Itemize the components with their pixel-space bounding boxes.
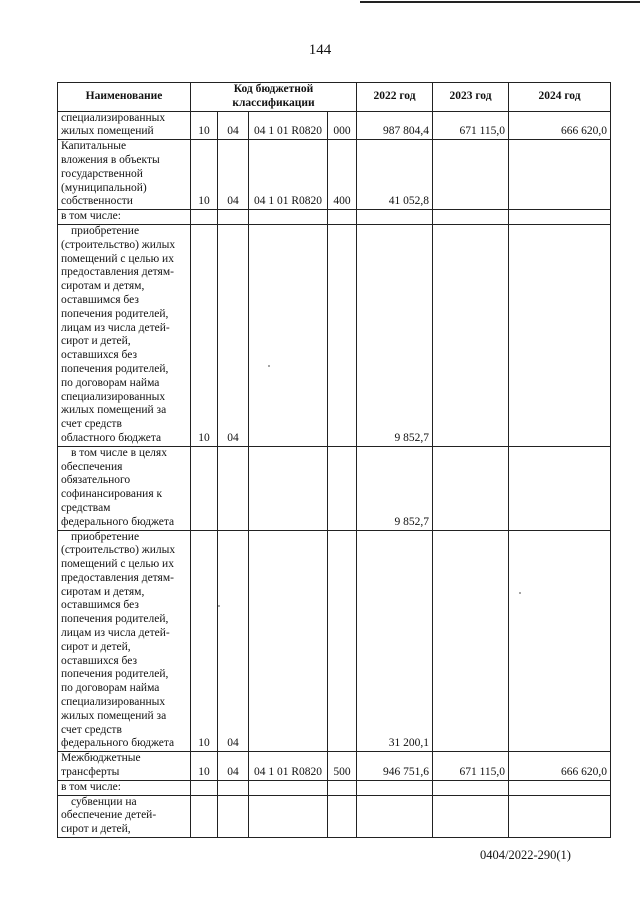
row-name-line: приобретение (71, 224, 140, 237)
row-name (58, 111, 191, 140)
row-name-line: (муниципальной) (61, 181, 147, 194)
code-expense-type (328, 780, 357, 795)
row-name-line: субвенции на (71, 795, 137, 808)
code-expense-type: 400 (328, 140, 357, 210)
code-target-article (249, 446, 328, 530)
row-name-line: по договорам найма (61, 682, 160, 695)
code-subsection: 04 (218, 224, 249, 446)
code-subsection: 04 (218, 530, 249, 752)
row-name-line: средствам (61, 501, 111, 514)
row-name-line: попечения родителей, (61, 668, 169, 681)
code-target-article: 04 1 01 R0820 (249, 111, 328, 140)
row-name (58, 530, 191, 752)
code-expense-type (328, 224, 357, 446)
code-target-article (249, 224, 328, 446)
code-subsection: 04 (218, 752, 249, 781)
value-2023 (433, 780, 509, 795)
code-section: 10 (191, 111, 218, 140)
row-name-line: жилых помещений за (61, 404, 167, 417)
code-target-article (249, 210, 328, 225)
row-name-line: федерального бюджета (61, 515, 175, 528)
page-number: 144 (308, 42, 332, 58)
value-2023: 671 115,0 (433, 752, 509, 781)
row-name-line: областного бюджета (61, 431, 162, 444)
row-name (58, 795, 191, 837)
code-section (191, 210, 218, 225)
value-2024 (509, 140, 611, 210)
row-name-line: приобретение (71, 530, 140, 543)
code-section: 10 (191, 224, 218, 446)
header-2022: 2022 год (357, 83, 433, 112)
value-2022: 31 200,1 (357, 530, 433, 752)
row-name-line: помещений с целью их (61, 252, 174, 265)
row-name-line: оставшихся без (61, 349, 138, 362)
scan-speck (519, 592, 521, 594)
table-row (58, 111, 611, 140)
table-row (58, 752, 611, 781)
row-name-line: обязательного (61, 474, 131, 487)
row-name-line: федерального бюджета (61, 737, 175, 750)
value-2022 (357, 795, 433, 837)
value-2022: 9 852,7 (357, 446, 433, 530)
row-name-line: жилых помещений за (61, 709, 167, 722)
scan-speck (218, 605, 220, 607)
code-expense-type (328, 795, 357, 837)
code-target-article (249, 780, 328, 795)
code-subsection (218, 210, 249, 225)
row-name-line: в том числе: (61, 210, 121, 223)
row-name-line: помещений с целью их (61, 558, 174, 571)
row-name (58, 224, 191, 446)
code-section: 10 (191, 140, 218, 210)
row-name-line: софинансирования к (61, 488, 163, 501)
value-2024 (509, 780, 611, 795)
value-2024 (509, 530, 611, 752)
value-2022 (357, 210, 433, 225)
row-name-line: сирот и детей, (61, 335, 131, 348)
code-expense-type (328, 530, 357, 752)
header-name: Наименование (58, 83, 191, 112)
code-subsection (218, 446, 249, 530)
row-name-line: в том числе в целях (71, 446, 167, 459)
table-row (58, 795, 611, 837)
row-name-line: (строительство) жилых (61, 544, 176, 557)
code-section (191, 780, 218, 795)
row-name-line: в том числе: (61, 780, 121, 793)
row-name-line: по договорам найма (61, 376, 160, 389)
row-name-line: оставшимся без (61, 293, 139, 306)
row-name-line: попечения родителей, (61, 613, 169, 626)
code-subsection: 04 (218, 140, 249, 210)
code-target-article (249, 530, 328, 752)
code-section: 10 (191, 752, 218, 781)
code-section: 10 (191, 530, 218, 752)
code-subsection: 04 (218, 111, 249, 140)
row-name-line: специализированных (61, 390, 166, 403)
table-row (58, 210, 611, 225)
row-name-line: сирот и детей, (61, 640, 131, 653)
code-expense-type: 500 (328, 752, 357, 781)
table-row (58, 530, 611, 752)
code-expense-type: 000 (328, 111, 357, 140)
row-name-line: лицам из числа детей- (61, 627, 170, 640)
code-subsection (218, 795, 249, 837)
value-2023 (433, 446, 509, 530)
table-header-row (58, 83, 611, 112)
value-2022: 987 804,4 (357, 111, 433, 140)
row-name-line: счет средств (61, 723, 122, 736)
value-2022: 9 852,7 (357, 224, 433, 446)
row-name-line: Межбюджетные (61, 752, 141, 765)
budget-table (57, 82, 611, 838)
row-name-line: специализированных (61, 696, 166, 709)
value-2022 (357, 780, 433, 795)
code-expense-type (328, 210, 357, 225)
table-row (58, 446, 611, 530)
row-name-line: обеспечение детей- (61, 809, 157, 822)
value-2024: 666 620,0 (509, 111, 611, 140)
header-2024: 2024 год (509, 83, 611, 112)
row-name (58, 140, 191, 210)
value-2024 (509, 795, 611, 837)
row-name-line: счет средств (61, 418, 122, 431)
row-name-line: предоставления детям- (61, 571, 174, 584)
row-name-line: оставшимся без (61, 599, 139, 612)
row-name-line: (строительство) жилых (61, 238, 176, 251)
row-name-line: предоставления детям- (61, 266, 174, 279)
code-section (191, 446, 218, 530)
row-name-line: сиротам и детям, (61, 585, 145, 598)
row-name-line: жилых помещений (61, 125, 154, 138)
value-2023 (433, 140, 509, 210)
value-2023: 671 115,0 (433, 111, 509, 140)
row-name-line: обеспечения (61, 460, 123, 473)
row-name-line: лицам из числа детей- (61, 321, 170, 334)
table-row (58, 224, 611, 446)
value-2022: 946 751,6 (357, 752, 433, 781)
value-2022: 41 052,8 (357, 140, 433, 210)
row-name-line: попечения родителей, (61, 307, 169, 320)
scan-speck (268, 365, 270, 367)
row-name-line: оставшихся без (61, 654, 138, 667)
row-name (58, 210, 191, 225)
row-name-line: Капитальные (61, 140, 127, 153)
row-name (58, 446, 191, 530)
row-name-line: трансферты (61, 766, 120, 779)
code-target-article (249, 795, 328, 837)
code-expense-type (328, 446, 357, 530)
code-target-article: 04 1 01 R0820 (249, 140, 328, 210)
row-name-line: государственной (61, 167, 143, 180)
code-target-article: 04 1 01 R0820 (249, 752, 328, 781)
value-2024: 666 620,0 (509, 752, 611, 781)
code-section (191, 795, 218, 837)
value-2024 (509, 446, 611, 530)
row-name (58, 752, 191, 781)
row-name-line: сирот и детей, (61, 823, 131, 836)
table-row (58, 140, 611, 210)
row-name-line: специализированных (61, 111, 166, 124)
table-row (58, 780, 611, 795)
top-edge-line (360, 1, 640, 3)
header-code: Код бюджетной классификации (191, 83, 357, 112)
value-2024 (509, 224, 611, 446)
row-name-line: вложения в объекты (61, 153, 160, 166)
code-subsection (218, 780, 249, 795)
value-2024 (509, 210, 611, 225)
value-2023 (433, 795, 509, 837)
row-name (58, 780, 191, 795)
value-2023 (433, 210, 509, 225)
value-2023 (433, 530, 509, 752)
row-name-line: попечения родителей, (61, 362, 169, 375)
row-name-line: сиротам и детям, (61, 280, 145, 293)
table-body (58, 111, 611, 837)
row-name-line: собственности (61, 195, 133, 208)
footer-code: 0404/2022-290(1) (480, 848, 571, 862)
value-2023 (433, 224, 509, 446)
header-2023: 2023 год (433, 83, 509, 112)
